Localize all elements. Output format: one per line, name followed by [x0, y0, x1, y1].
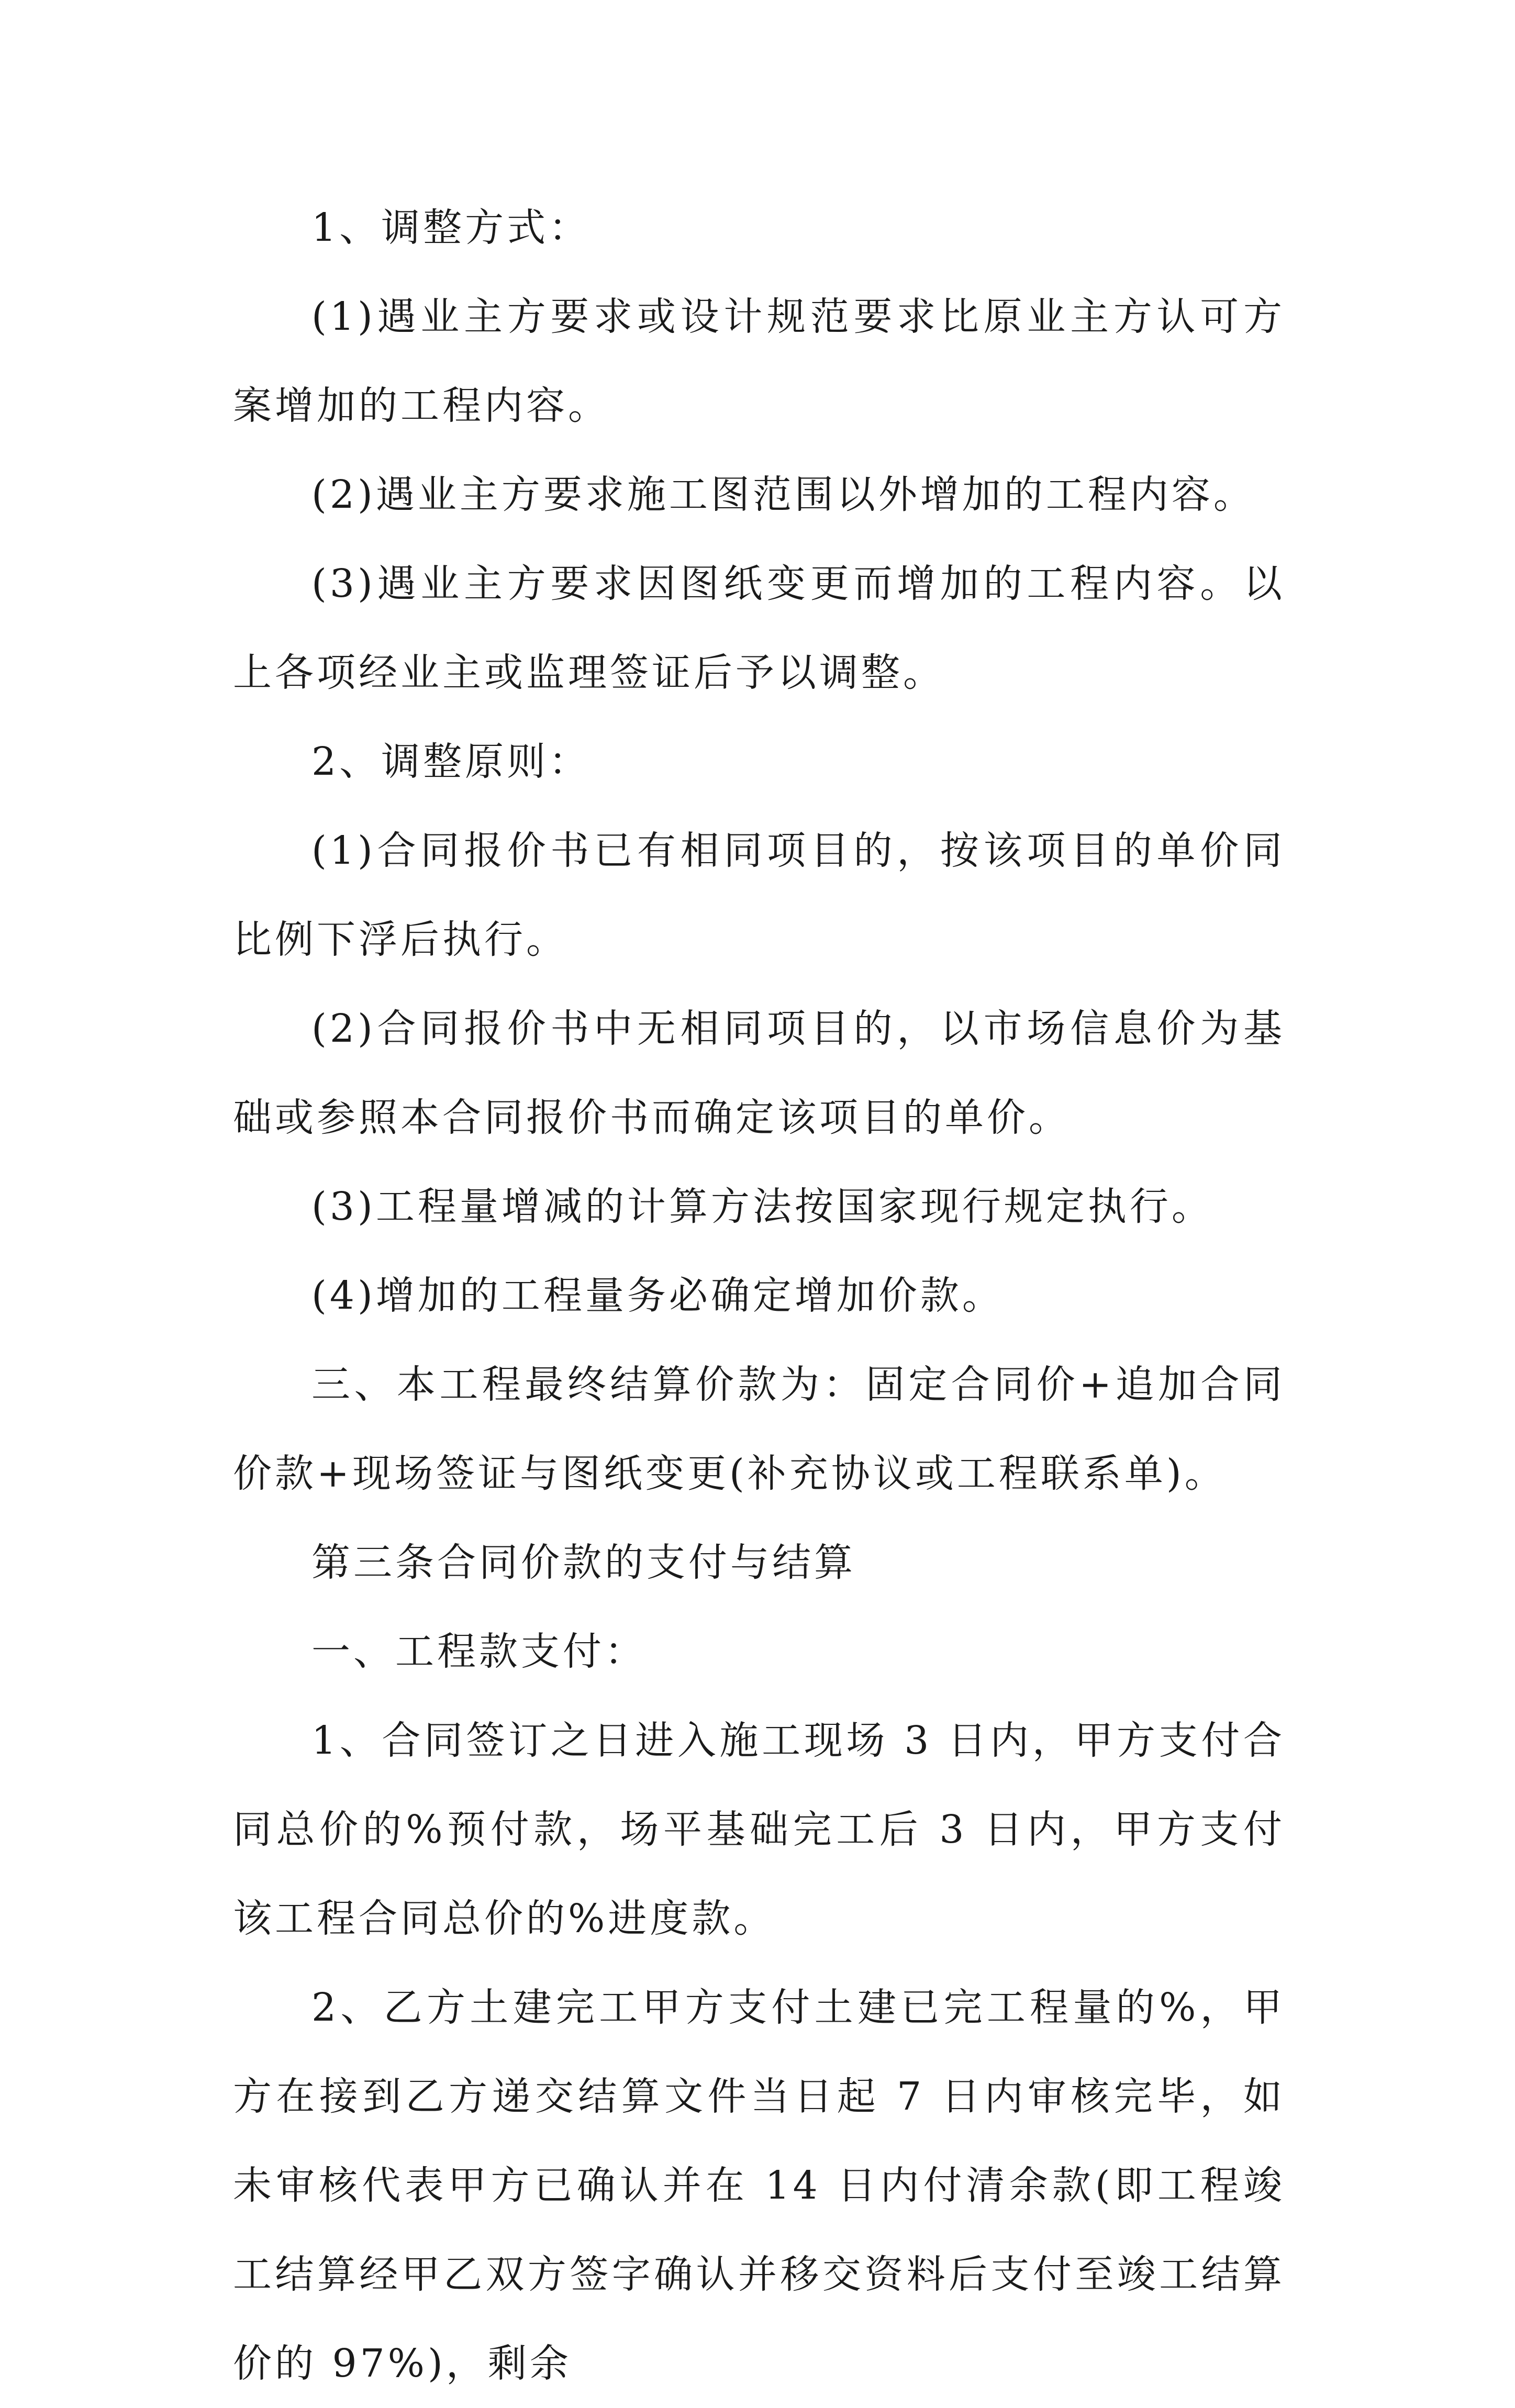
paragraph-adjust-method-1: (1)遇业主方要求或设计规范要求比原业主方认可方案增加的工程内容。: [233, 294, 1285, 428]
paragraph-adjust-method-2: (2)遇业主方要求施工图范围以外增加的工程内容。: [311, 472, 1255, 517]
paragraph-article-three-title: 第三条合同价款的支付与结算: [311, 1540, 856, 1585]
paragraph-final-settlement: 三、本工程最终结算价款为：固定合同价+追加合同价款+现场签证与图纸变更(补充协议或工程联系单)。: [233, 1362, 1285, 1496]
document-body: [233, 183, 1285, 2408]
paragraph-adjust-principle-heading: 2、调整原则：: [311, 739, 591, 784]
paragraph-payment-heading: 一、工程款支付：: [311, 1629, 647, 1674]
paragraph-adjust-principle-3: (3)工程量增减的计算方法按国家现行规定执行。: [311, 1184, 1213, 1229]
paragraph-adjust-method-3: (3)遇业主方要求因图纸变更而增加的工程内容。以上各项经业主或监理签证后予以调整。: [233, 561, 1285, 695]
paragraph-payment-2: 2、乙方土建完工甲方支付土建已完工程量的%，甲方在接到乙方递交结算文件当日起 7 日内审核完毕，如未审核代表甲方已确认并在 14 日内付清余款(即工程竣工结算经甲乙双方签字确认并移交资料后支付至竣工结算价的 97%)，剩余: [233, 1985, 1285, 2386]
paragraph-adjust-principle-2: (2)合同报价书中无相同项目的，以市场信息价为基础或参照本合同报价书而确定该项目的单价。: [233, 1006, 1285, 1140]
paragraph-adjust-principle-1: (1)合同报价书已有相同项目的，按该项目的单价同比例下浮后执行。: [233, 828, 1285, 962]
paragraph-payment-1: 1、合同签订之日进入施工现场 3 日内，甲方支付合同总价的%预付款，场平基础完工后 3 日内，甲方支付该工程合同总价的%进度款。: [233, 1718, 1285, 1941]
paragraph-adjust-principle-4: (4)增加的工程量务必确定增加价款。: [311, 1273, 1004, 1318]
paragraph-adjust-method-heading: 1、调整方式：: [311, 205, 591, 250]
